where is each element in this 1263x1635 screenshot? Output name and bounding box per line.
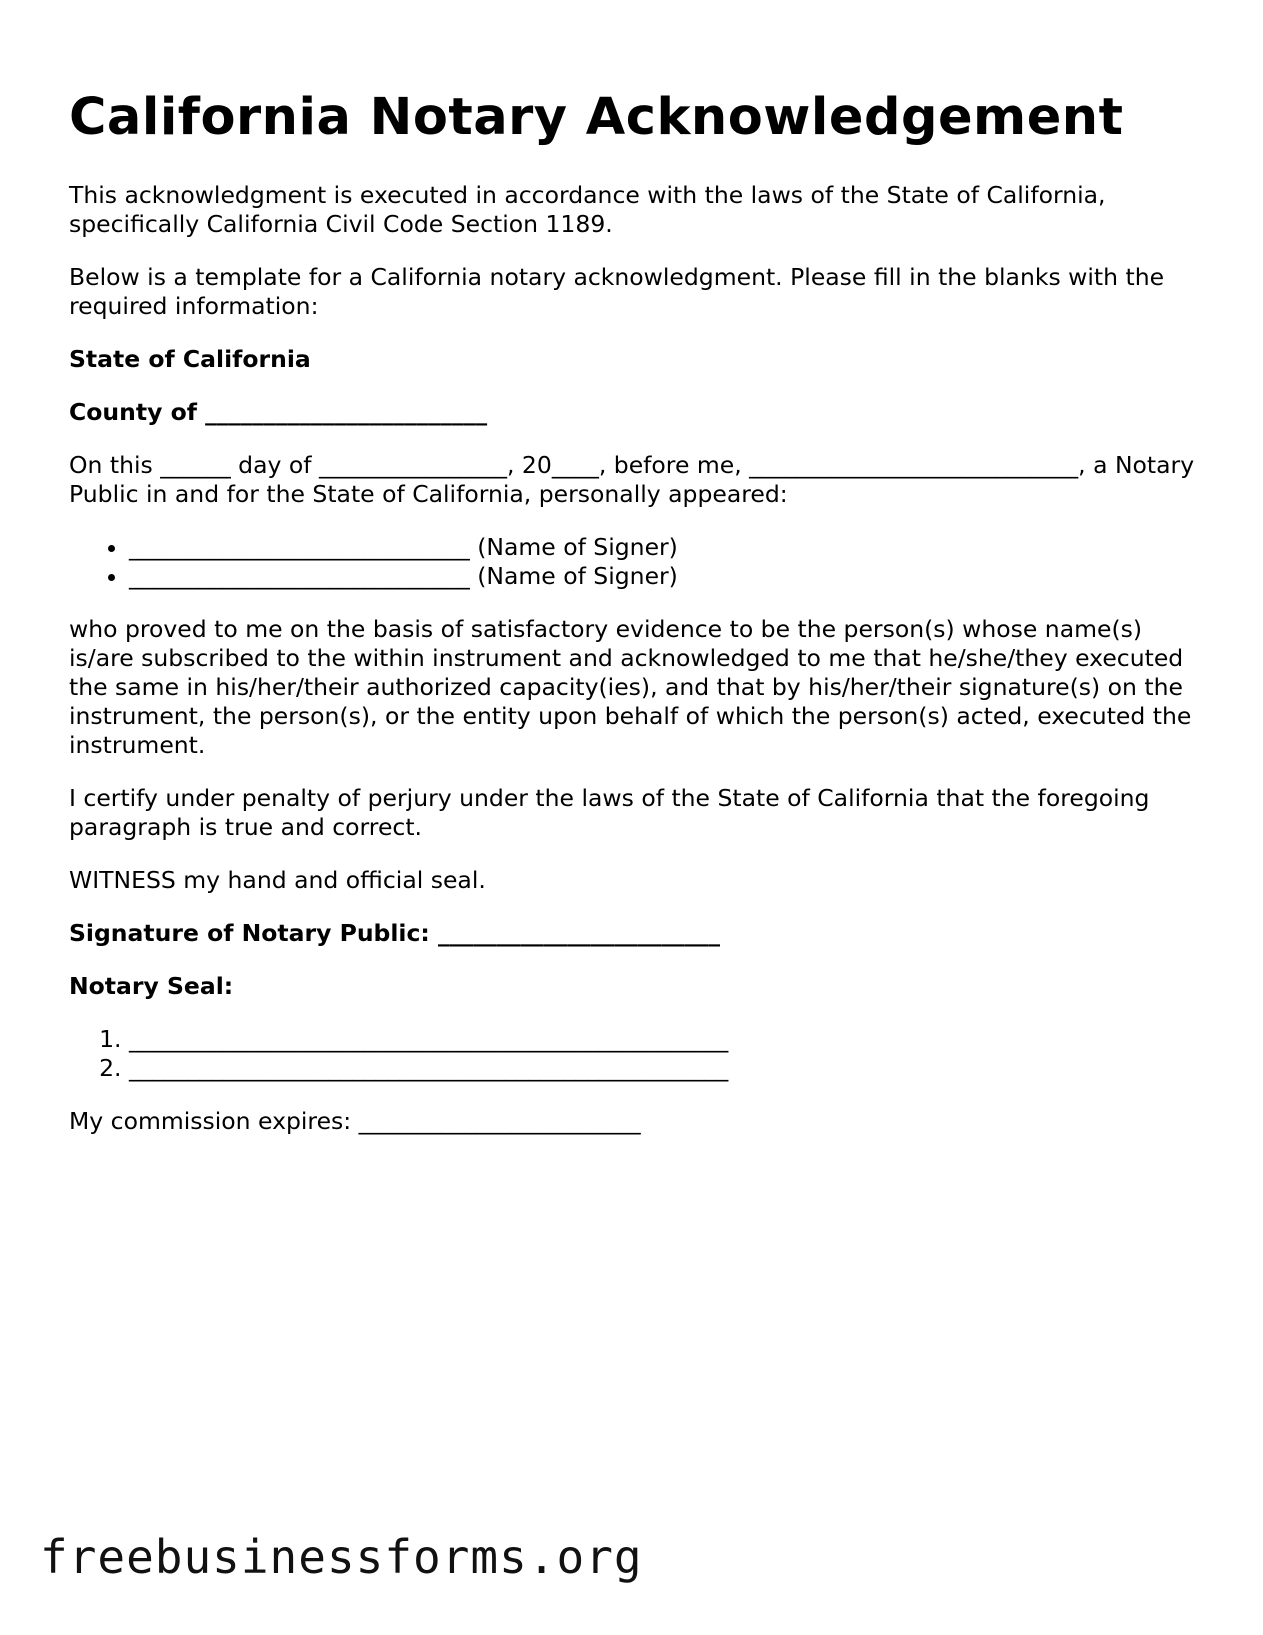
- page-title: California Notary Acknowledgement: [69, 88, 1124, 147]
- seal-line-item: 1. ___________________________________________________: [129, 1025, 1199, 1054]
- witness-line: WITNESS my hand and official seal.: [69, 866, 486, 894]
- document-body: [69, 88, 1199, 1160]
- county-line: County of ________________________: [69, 398, 488, 426]
- signer-item: • _____________________________ (Name of Signer): [129, 533, 1199, 562]
- commission-line: My commission expires: ________________________: [69, 1107, 641, 1135]
- appearance-paragraph: On this ______ day of ________________, 20____, before me, ____________________________, a Notary Public in and for the State of California, personally appeared:: [69, 451, 1195, 508]
- seal-label: Notary Seal:: [69, 972, 234, 1000]
- signer-item: • _____________________________ (Name of Signer): [129, 562, 1199, 591]
- seal-list: [69, 1025, 1199, 1083]
- intro-paragraph: This acknowledgment is executed in accordance with the laws of the State of California, specifically California Civil Code Section 1189.: [69, 181, 1106, 238]
- footer-watermark: freebusinessforms.org: [40, 1530, 643, 1584]
- signer-list: [69, 533, 1199, 591]
- instructions-paragraph: Below is a template for a California notary acknowledgment. Please fill in the blanks with the required information:: [69, 263, 1165, 320]
- proof-paragraph: who proved to me on the basis of satisfactory evidence to be the person(s) whose name(s) is/are subscribed to the within instrument and acknowledged to me that he/she/they executed the same in his/her/their authorized capacity(ies), and that by his/her/their signature(s) on the instrument, the person(s), or the entity upon behalf of which the person(s) acted, executed the instrument.: [69, 615, 1192, 759]
- signature-line: Signature of Notary Public: ________________________: [69, 919, 721, 947]
- seal-line-item: 2. ___________________________________________________: [129, 1054, 1199, 1083]
- state-line: State of California: [69, 345, 311, 373]
- certify-paragraph: I certify under penalty of perjury under the laws of the State of California that the foregoing paragraph is true and correct.: [69, 784, 1150, 841]
